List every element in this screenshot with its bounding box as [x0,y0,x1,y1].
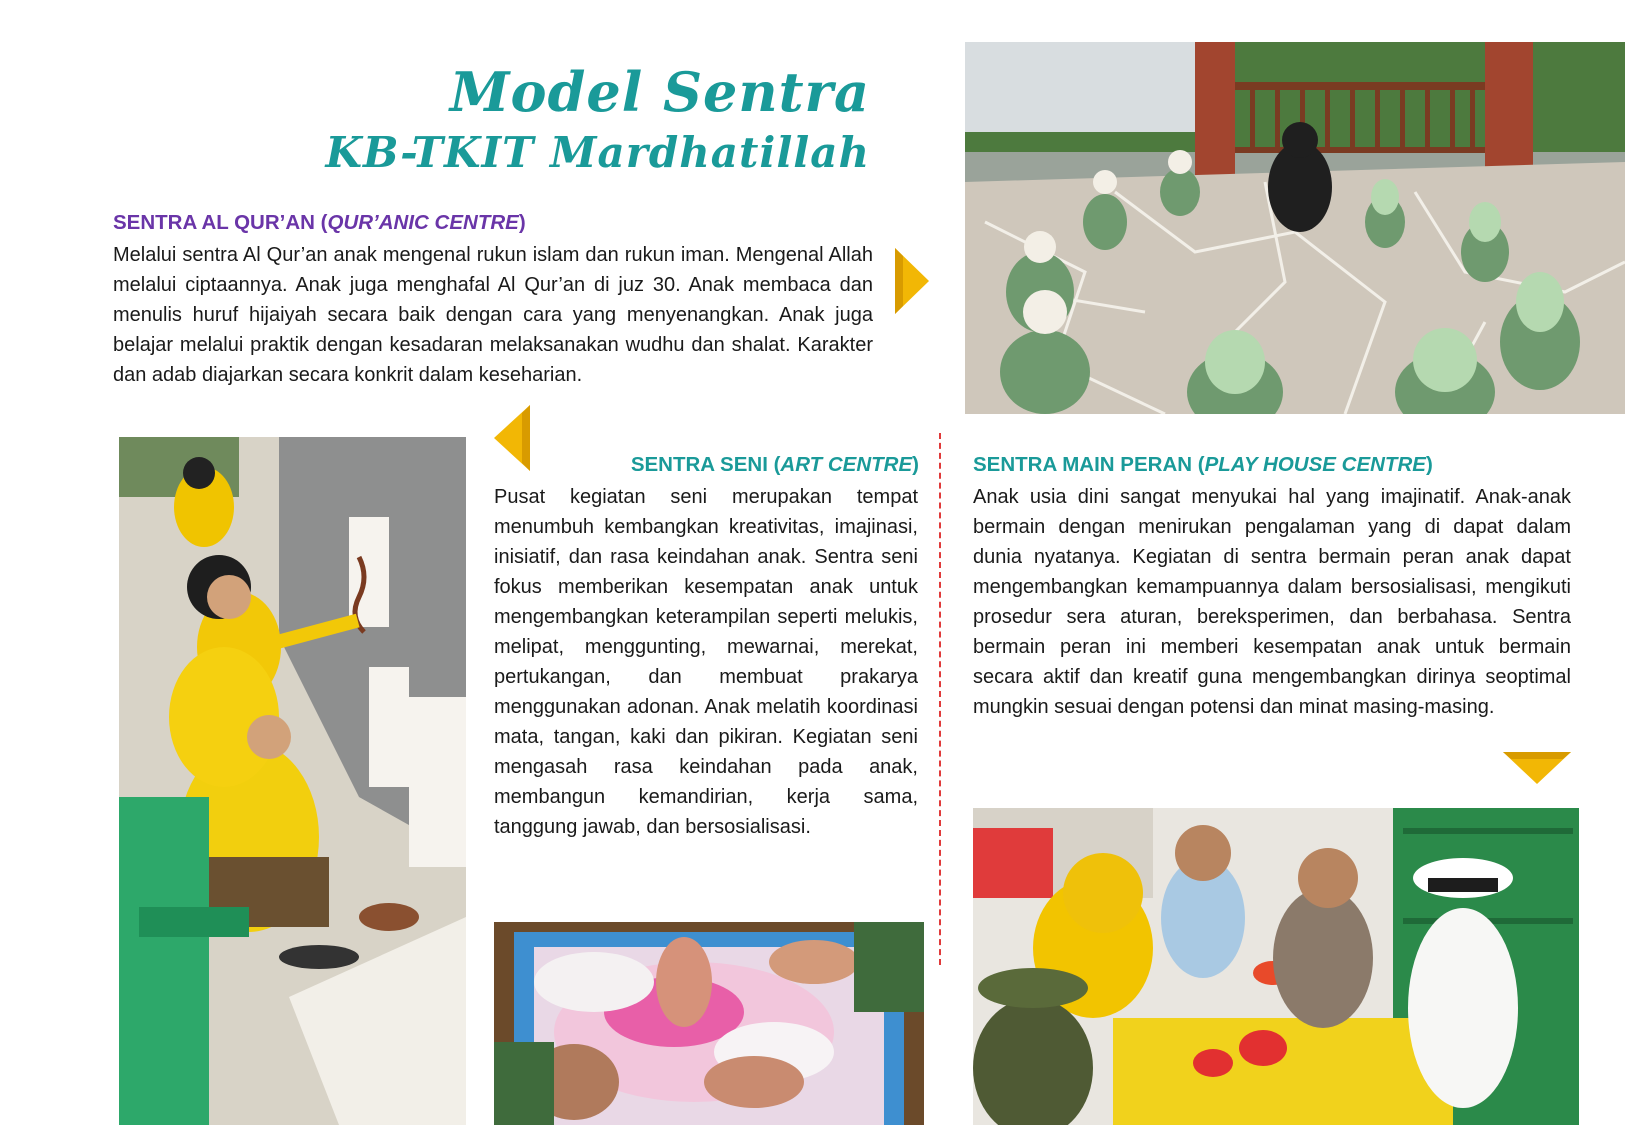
quran-body: Melalui sentra Al Qur’an anak mengenal rukun islam dan rukun iman. Mengenal Allah melalui ciptaannya. Anak juga menghafal Al Qur’an di juz 30. Anak membaca dan menulis huruf hijaiyah secara baik dengan cara yang menyenangkan. Anak juga belajar melalui praktik dengan kesadaran melaksanakan wudhu dan shalat. Karakter dan adab diajarkan secara konkrit dalam keseharian. [113,244,873,386]
page-subtitle: KB-TKIT Mardhatillah [325,128,870,177]
page-title: Model Sentra [449,60,870,124]
quran-heading: SENTRA AL QUR’AN (QUR’ANIC CENTRE) [113,211,526,234]
arrow-down-icon [1503,752,1571,784]
quran-centre-photo [965,42,1625,414]
art-dough-photo [494,922,924,1125]
play-house-photo [973,808,1579,1125]
art-painting-photo [119,437,466,1125]
main-peran-heading: SENTRA MAIN PERAN (PLAY HOUSE CENTRE) [973,453,1433,476]
arrow-right-icon [895,248,929,314]
section-divider [939,433,941,965]
main-peran-body: Anak usia dini sangat menyukai hal yang imajinatif. Anak-anak bermain dengan menirukan pengalaman yang di dapat dalam dunia nyatanya. Kegiatan di sentra bermain peran anak dapat mengembangkan kemampuannya dalam bersosialisasi, mengikuti prosedur sera aturan, bereksperimen, dan berbahasa. Sentra bermain peran ini memberi kesempatan anak untuk bermain secara aktif dan kreatif guna mengembangkan dirinya seoptimal mungkin sesuai dengan potensi dan minat masing-masing. [973,486,1571,718]
seni-heading: SENTRA SENI (ART CENTRE) [630,453,919,476]
arrow-left-icon [494,405,530,471]
seni-body: Pusat kegiatan seni merupakan tempat menumbuh kembangkan kreativitas, imajinasi, inisiatif, dan rasa keindahan anak. Sentra seni fokus memberikan kesempatan anak untuk mengembangkan keterampilan seperti melukis, melipat, menggunting, mewarnai, merekat, pertukangan, dan membuat prakarya menggunakan adonan. Anak melatih koordinasi mata, tangan, kaki dan pikiran. Kegiatan seni mengasah rasa keindahan pada anak, membangun kemandirian, kerja sama, tanggung jawab, dan bersosialisasi. [494,486,918,838]
